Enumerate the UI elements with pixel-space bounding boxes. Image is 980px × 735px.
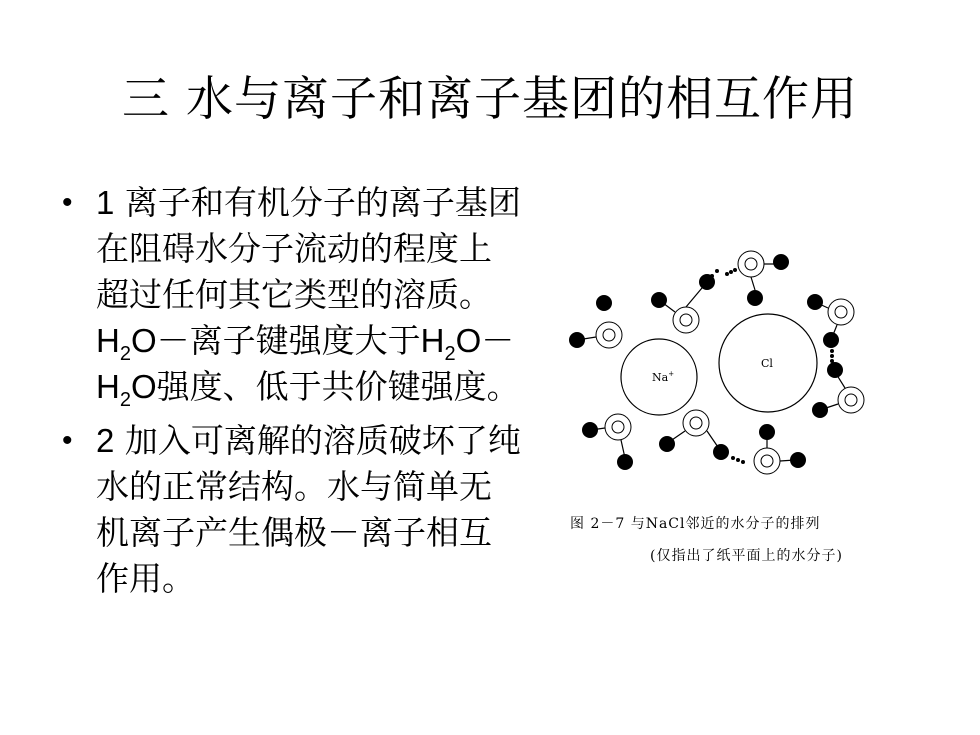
- nacl-water-diagram: [555, 240, 885, 480]
- bullet-text: 强度、低于共价键强度。: [156, 367, 520, 406]
- formula-h: H: [96, 322, 120, 359]
- water-molecule: [754, 424, 806, 474]
- formula-o: O: [130, 322, 157, 359]
- figure-caption-note: (仅指出了纸平面上的水分子): [650, 548, 843, 564]
- water-molecule: [738, 251, 789, 306]
- hydrogen-bond-dots: [830, 349, 834, 363]
- bullet-text: 离子和有机分子的离子基团在阻碍水分子流动的程度上超过任何其它类型的溶质。: [96, 183, 521, 314]
- bullet-dot: •: [62, 424, 73, 457]
- formula-subscript: 2: [119, 343, 131, 365]
- bullet-number: 2: [96, 422, 115, 459]
- water-molecule: [807, 294, 854, 348]
- formula-h: H: [96, 368, 120, 405]
- bullet-item-1: [62, 180, 522, 410]
- sodium-ion-label: Na+: [652, 370, 675, 384]
- bullet-dot: •: [62, 186, 73, 219]
- bullet-list: [62, 180, 522, 610]
- formula-o: O: [455, 322, 482, 359]
- water-molecule: [659, 410, 729, 460]
- water-molecule: [651, 274, 715, 333]
- formula-o: O: [130, 368, 157, 405]
- formula-subscript: 2: [119, 389, 131, 411]
- slide-title: 三 水与离子和离子基团的相互作用: [122, 72, 858, 127]
- bullet-text: 加入可离解的溶质破坏了纯水的正常结构。水与简单无机离子产生偶极－离子相互作用。: [96, 421, 521, 598]
- bullet-text: －离子键强度大于: [156, 321, 421, 360]
- hydrogen-bond-dots: [710, 269, 719, 278]
- hydrogen-atom: [596, 295, 612, 311]
- hydrogen-bond-dots: [725, 268, 737, 276]
- formula-subscript: 2: [444, 343, 456, 365]
- chloride-ion-label: Cl: [761, 357, 773, 370]
- formula-h: H: [420, 322, 445, 359]
- bullet-item-2: [62, 418, 522, 602]
- water-molecule: [582, 414, 633, 470]
- water-molecule: [812, 362, 864, 418]
- bullet-text: －: [481, 321, 515, 360]
- hydrogen-bond-dots: [731, 456, 745, 464]
- bullet-number: 1: [96, 184, 115, 221]
- figure-caption: 图 2－7 与NaCl邻近的水分子的排列: [570, 516, 821, 532]
- water-molecule: [569, 322, 622, 348]
